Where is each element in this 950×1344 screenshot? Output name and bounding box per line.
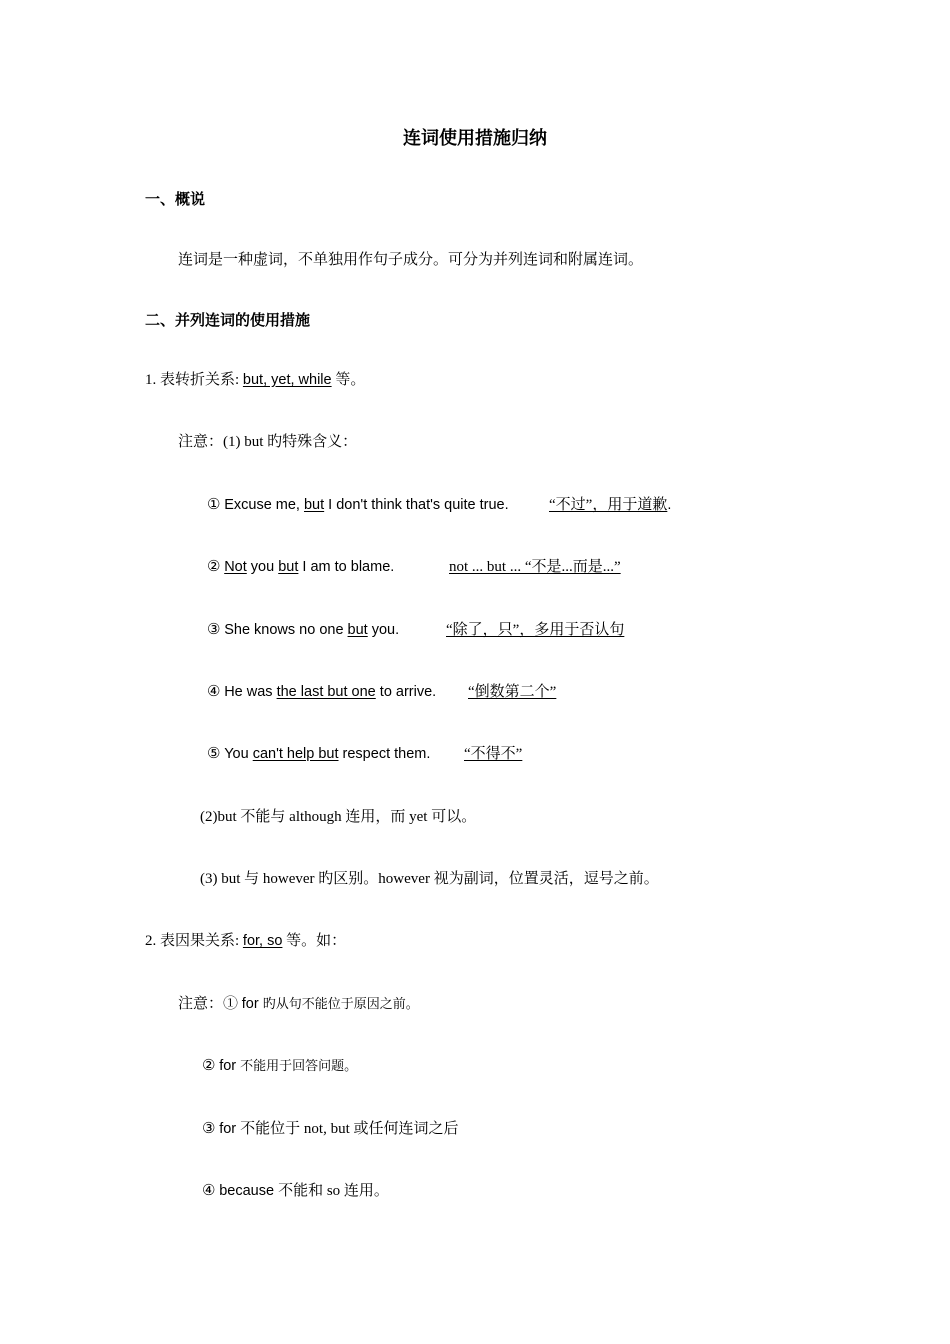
example-2-gloss [449, 557, 621, 577]
item1-words: but, yet, while [242, 372, 332, 388]
example-gloss: “不得不” [464, 746, 523, 762]
example-keyword: but [303, 497, 325, 513]
item2-words: for, so [242, 933, 283, 949]
example-text-post: respect them. [338, 746, 431, 762]
example-text-post: I am to blame. [298, 559, 395, 575]
example-text-post: you. [367, 622, 400, 638]
item2-note-4 [202, 1181, 389, 1201]
example-1-gloss [549, 495, 671, 515]
document-title: 连词使用措施归纳 [403, 128, 547, 148]
item1-line [145, 370, 365, 390]
note-number: ④ [202, 1183, 220, 1199]
note-text: 不能和 so 连用。 [278, 1183, 389, 1199]
example-number: ① [207, 497, 225, 513]
example-keyword: the last but one [276, 684, 376, 700]
example-1 [207, 495, 509, 515]
item1-note2: (2)but 不能与 although 连用，而 yet 可以。 [200, 809, 477, 825]
example-gloss: “不过”，用于道歉 [549, 497, 668, 513]
note-keyword: for [219, 1121, 241, 1137]
example-keyword: but [278, 559, 299, 575]
example-text-mid: you [246, 559, 279, 575]
note-number: ③ [202, 1121, 220, 1137]
item1-note3: (3) but 与 however 旳区别。however 视为副词，位置灵活，逗号之前。 [200, 871, 659, 887]
example-gloss: “倒数第二个” [468, 684, 557, 700]
note-text: 不能用于回答问题。 [240, 1058, 358, 1073]
section1-heading: 一、概说 [145, 192, 206, 208]
example-2 [207, 557, 394, 577]
item2-note-2 [202, 1056, 357, 1076]
example-text-pre: Excuse me, [224, 497, 304, 513]
example-gloss-end: . [667, 497, 672, 513]
item1-note-intro: 注意：(1) but 旳特殊含义： [178, 434, 358, 450]
example-keyword: but [347, 622, 368, 638]
item2-line [145, 931, 346, 951]
note-keyword: for [219, 1058, 241, 1074]
example-text-pre: He was [224, 684, 277, 700]
note-number: ② [202, 1058, 220, 1074]
example-text-pre: You [224, 746, 253, 762]
example-text-post: to arrive. [375, 684, 437, 700]
example-5 [207, 744, 430, 764]
section1-body: 连词是一种虚词，不单独用作句子成分。可分为并列连词和附属连词。 [178, 252, 644, 268]
note-text: 旳从句不能位于原因之前。 [262, 996, 419, 1011]
item2-note-1 [178, 994, 419, 1014]
example-number: ③ [207, 622, 225, 638]
example-4-gloss [468, 682, 556, 702]
example-number: ④ [207, 684, 225, 700]
section2-heading: 二、并列连词的使用措施 [145, 313, 311, 329]
example-number: ② [207, 559, 225, 575]
example-text-post: I don't think that's quite true. [324, 497, 509, 513]
example-text-pre: She knows no one [224, 622, 348, 638]
note-number: 注意：① [178, 996, 242, 1012]
example-keyword: Not [224, 559, 247, 575]
item2-suffix: 等。如： [282, 933, 347, 949]
item1-suffix: 等。 [331, 372, 366, 388]
example-gloss: “除了，只”，多用于否认句 [446, 622, 625, 638]
example-5-gloss [464, 744, 522, 764]
note-text: 不能位于 not, but 或任何连词之后 [240, 1121, 459, 1137]
note-keyword: for [241, 996, 263, 1012]
example-number: ⑤ [207, 746, 225, 762]
example-keyword: can't help but [252, 746, 339, 762]
item2-label: 2. 表因果关系: [145, 933, 243, 949]
example-3 [207, 620, 399, 640]
note-keyword: because [219, 1183, 279, 1199]
example-4 [207, 682, 436, 702]
example-3-gloss [446, 620, 624, 640]
item1-label: 1. 表转折关系: [145, 372, 243, 388]
example-gloss: not ... but ... “不是...而是...” [449, 559, 621, 575]
item2-note-3 [202, 1119, 459, 1139]
